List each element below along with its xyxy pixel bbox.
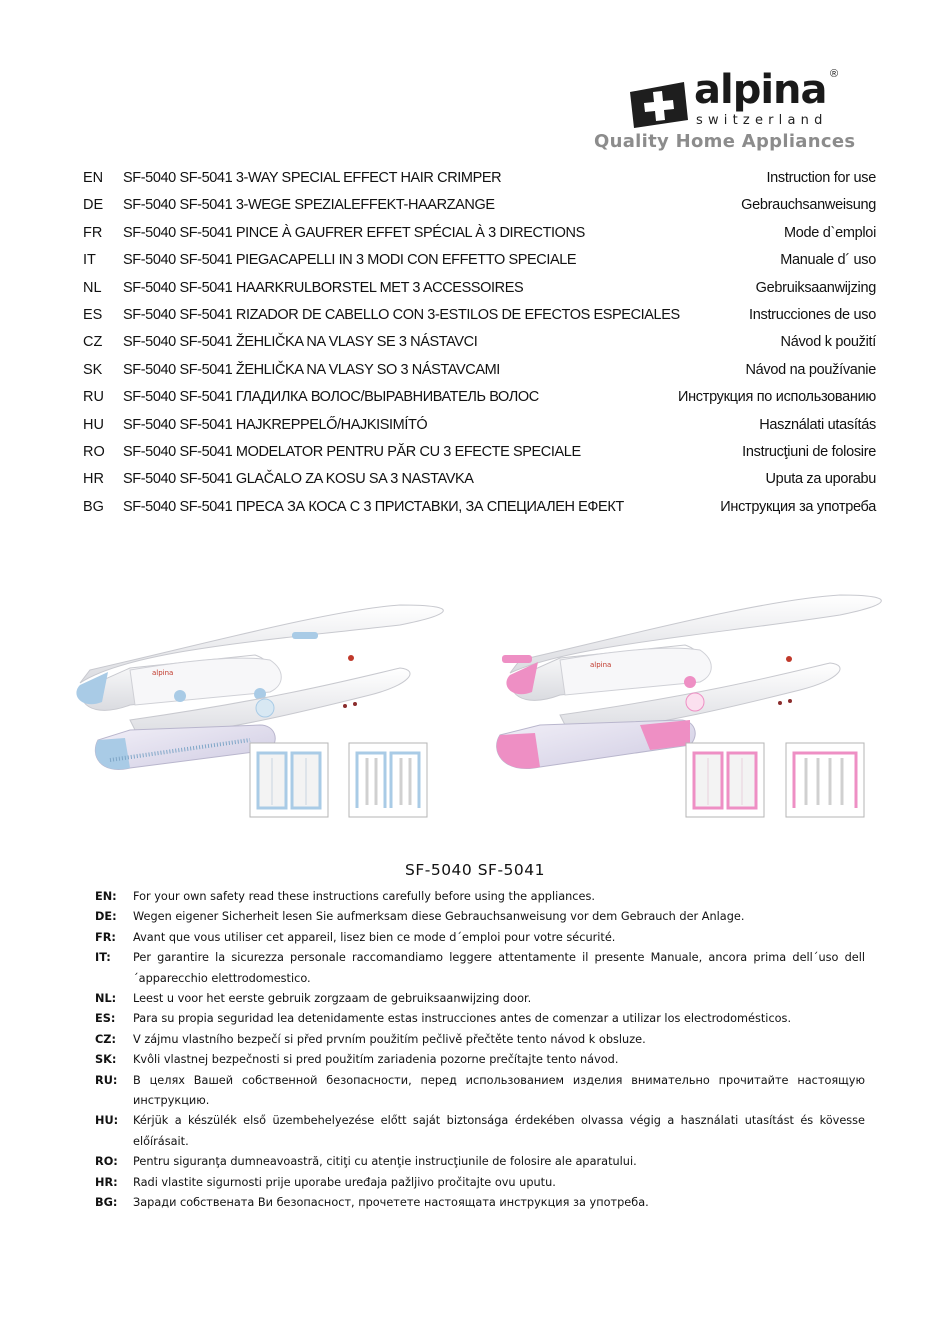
note-language-code: ES:: [95, 1012, 116, 1026]
note-text: Kérjük a készülék első üzembehelyezése előtt saját biztonsága érdekében olvassa végig a használati utasítást és kövesse előírásait.: [133, 1114, 865, 1148]
product-title: SF-5040 SF-5041 ŽEHLIČKA NA VLASY SO 3 NÁSTAVCAMI: [123, 361, 500, 378]
title-row: [0, 471, 950, 498]
note-text: В целях Вашей собственной безопасности, перед использованием изделия внимательно прочитайте настоящую инструкцию.: [133, 1073, 865, 1108]
brand-name: alpina: [694, 67, 827, 113]
language-code: NL: [83, 279, 102, 296]
safety-note: [95, 1173, 865, 1193]
attachment-blue-1: [250, 743, 328, 817]
manual-label: Instrucţiuni de folosire: [742, 444, 876, 460]
safety-note: [95, 948, 865, 989]
note-text: For your own safety read these instructions carefully before using the appliances.: [133, 890, 595, 903]
note-text: Avant que vous utiliser cet appareil, lisez bien ce mode d´emploi pour votre sécurité.: [133, 930, 616, 944]
language-code: IT: [83, 252, 96, 269]
title-row: [0, 444, 950, 471]
note-language-code: HR:: [95, 1175, 118, 1189]
attachment-blue-2: [349, 743, 427, 817]
note-text: Kvôli vlastnej bezpečnosti si pred použitím zariadenia pozorne prečítajte tento návod.: [133, 1053, 619, 1067]
title-row: [0, 362, 950, 389]
safety-note: [95, 989, 865, 1009]
safety-note: [95, 887, 865, 907]
product-title: SF-5040 SF-5041 PINCE À GAUFRER EFFET SPÉCIAL À 3 DIRECTIONS: [123, 224, 585, 241]
safety-note: [95, 907, 865, 927]
manual-label: Gebrauchsanweisung: [741, 197, 876, 214]
language-code: FR: [83, 224, 103, 241]
language-code: HU: [83, 416, 104, 433]
language-code: BG: [83, 498, 104, 515]
title-row: [0, 280, 950, 307]
product-title: SF-5040 SF-5041 RIZADOR DE CABELLO CON 3-ESTILOS DE EFECTOS ESPECIALES: [123, 307, 680, 323]
title-row: [0, 170, 950, 197]
language-code: ES: [83, 307, 103, 323]
product-title: SF-5040 SF-5041 HAARKRULBORSTEL MET 3 ACCESSOIRES: [123, 279, 524, 296]
manual-label: Инструкция за употреба: [720, 498, 876, 515]
note-language-code: EN:: [95, 890, 117, 903]
safety-note: [95, 1009, 865, 1029]
note-language-code: CZ:: [95, 1032, 116, 1046]
language-code: DE: [83, 197, 104, 214]
note-text: Wegen eigener Sicherheit lesen Sie aufmerksam diese Gebrauchsanweisung vor dem Gebrauch der Anlage.: [133, 910, 745, 924]
language-code: SK: [83, 361, 103, 378]
safety-note: [95, 1050, 865, 1070]
note-language-code: BG:: [95, 1196, 118, 1210]
title-row: [0, 197, 950, 224]
brand-tagline: Quality Home Appliances: [594, 131, 856, 152]
product-title: SF-5040 SF-5041 HAJKREPPELŐ/HAJKISIMÍTÓ: [123, 416, 428, 433]
manual-label: Manuale d´ uso: [780, 252, 876, 269]
note-language-code: DE:: [95, 910, 117, 924]
device-logo-text-pink: alpina: [590, 661, 612, 669]
title-row: [0, 499, 950, 526]
note-text: Radi vlastite sigurnosti prije uporabe uređaja pažljivo pročitajte ovu uputu.: [133, 1175, 556, 1189]
note-text: Leest u voor het eerste gebruik zorgzaam de gebruiksaanwijzing door.: [133, 992, 532, 1006]
safety-note: [95, 1152, 865, 1172]
language-code: RU: [83, 389, 104, 406]
note-language-code: NL:: [95, 992, 117, 1006]
product-title: SF-5040 SF-5041 ГЛАДИЛКА ВОЛОС/ВЫРАВНИВАТЕЛЬ ВОЛОС: [123, 389, 539, 406]
language-code: HR: [83, 471, 104, 488]
note-language-code: FR:: [95, 930, 116, 944]
brand-subtitle: switzerland: [696, 113, 828, 128]
product-title: SF-5040 SF-5041 ПРЕСА ЗА КОСА С 3 ПРИСТАВКИ, ЗА СПЕЦИАЛЕН ЕФЕКТ: [123, 498, 624, 515]
registered-mark: ®: [830, 68, 839, 80]
note-language-code: RU:: [95, 1073, 118, 1087]
language-code: EN: [83, 170, 104, 186]
manual-label: Návod na používanie: [745, 361, 876, 378]
note-language-code: RO:: [95, 1155, 118, 1169]
safety-notes: [95, 887, 865, 1214]
product-illustration: [70, 590, 890, 830]
device-logo-text: alpina: [152, 669, 174, 677]
product-title: SF-5040 SF-5041 ŽEHLIČKA NA VLASY SE 3 NÁSTAVCI: [123, 334, 478, 351]
manual-label: Инструкция по использованию: [677, 389, 876, 406]
product-title: SF-5040 SF-5041 3-WEGE SPEZIALEFFEKT-HAARZANGE: [123, 197, 495, 214]
model-number: SF-5040 SF-5041: [404, 861, 545, 879]
note-language-code: IT:: [95, 951, 111, 965]
manual-label: Gebruiksaanwijzing: [755, 279, 876, 296]
note-language-code: HU:: [95, 1114, 119, 1128]
safety-note: [95, 1030, 865, 1050]
manual-label: Uputa za uporabu: [765, 471, 876, 488]
safety-note: [95, 1111, 865, 1152]
manual-label: Instrucciones de uso: [749, 307, 876, 323]
safety-note: [95, 928, 865, 948]
manual-label: Mode d`emploi: [783, 224, 876, 241]
note-text: Per garantire la sicurezza personale raccomandiamo leggere attentamente il presente Manuale, ancora prima dell´uso dell´apparecchio elettrodomestico.: [133, 951, 865, 985]
product-title: SF-5040 SF-5041 GLAČALO ZA KOSU SA 3 NASTAVKA: [123, 471, 474, 488]
note-text: Para su propia seguridad lea detenidamente estas instrucciones antes de comenzar a utilizar los electrodomésticos.: [133, 1012, 792, 1026]
title-row: [0, 307, 950, 334]
title-row: [0, 252, 950, 279]
swiss-cross-icon: [626, 80, 690, 130]
safety-note: [95, 1193, 865, 1213]
note-language-code: SK:: [95, 1053, 117, 1067]
note-text: V zájmu vlastního bezpečí si před prvním použitím pečlivě přečtěte tento návod k obsluze.: [133, 1032, 646, 1046]
attachment-pink-2: [786, 743, 864, 817]
note-text: Pentru siguranţa dumneavoastră, citiţi cu atenţie instrucţiunile de folosire ale aparatului.: [133, 1155, 637, 1169]
language-code: CZ: [83, 334, 103, 351]
manual-label: Használati utasítás: [759, 416, 876, 433]
product-title: SF-5040 SF-5041 MODELATOR PENTRU PĂR CU 3 EFECTE SPECIALE: [123, 444, 581, 460]
manual-label: Návod k použití: [780, 334, 876, 351]
language-code: RO: [83, 444, 105, 460]
title-row: [0, 389, 950, 416]
title-row: [0, 334, 950, 361]
title-row: [0, 417, 950, 444]
product-title: SF-5040 SF-5041 3-WAY SPECIAL EFFECT HAIR CRIMPER: [123, 170, 502, 186]
safety-note: [95, 1071, 865, 1112]
manual-label: Instruction for use: [766, 170, 876, 186]
product-title: SF-5040 SF-5041 PIEGACAPELLI IN 3 MODI CON EFFETTO SPECIALE: [123, 252, 577, 269]
attachment-pink-1: [686, 743, 764, 817]
title-row: [0, 225, 950, 252]
note-text: Заради собствената Ви безопасност, прочетете настоящата инструкция за употреба.: [133, 1196, 649, 1210]
